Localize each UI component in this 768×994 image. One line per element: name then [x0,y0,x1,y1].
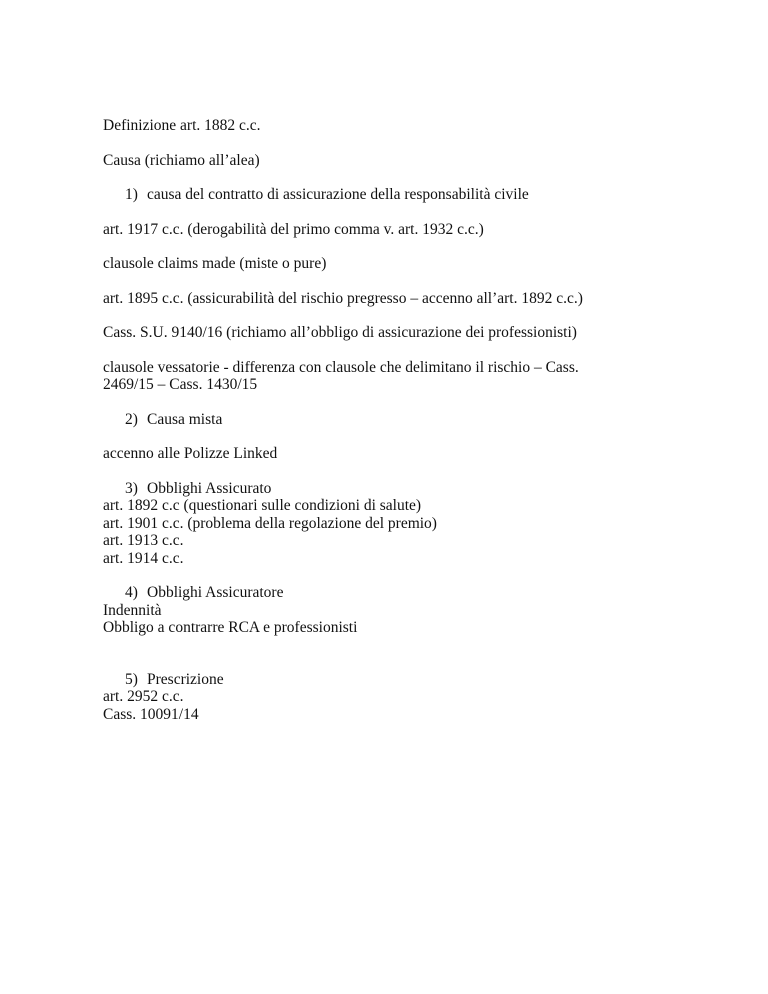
list-number: 3) [125,479,138,497]
list-item-1 [103,186,583,204]
paragraph-cass-su: Cass. S.U. 9140/16 (richiamo all’obbligo di assicurazione dei professionisti) [103,324,577,341]
list-number: 2) [125,410,138,428]
document-body [103,117,583,723]
line-art-1914: art. 1914 c.c. [103,549,184,567]
line-art-1913: art. 1913 c.c. [103,532,184,549]
section-obblighi-assicuratore [103,584,583,637]
list-item-text: Causa mista [147,410,223,428]
line-obbligo-contrarre: Obbligo a contrarre RCA e professionisti [103,619,358,636]
list-item-3 [103,480,583,498]
list-item-4 [103,584,583,602]
paragraph-art-1917: art. 1917 c.c. (derogabilità del primo comma v. art. 1932 c.c.) [103,220,484,238]
list-number: 5) [125,670,138,688]
paragraph-clausole-vessatorie: clausole vessatorie - differenza con clausole che delimitano il rischio – Cass. 2469/15 – Cass. 1430/15 [103,358,579,393]
list-item-5 [103,671,583,689]
list-item-2 [103,411,583,429]
line-art-1901: art. 1901 c.c. (problema della regolazione del premio) [103,514,437,532]
paragraph-claims-made: clausole claims made (miste o pure) [103,255,327,272]
section-prescrizione [103,671,583,724]
paragraph-causa: Causa (richiamo all’alea) [103,151,260,169]
paragraph-definition: Definizione art. 1882 c.c. [103,117,261,134]
section-obblighi-assicurato [103,480,583,568]
list-number: 1) [125,186,138,203]
list-item-text: Obblighi Assicuratore [147,584,284,601]
blank-line [103,654,583,671]
paragraph-art-1895: art. 1895 c.c. (assicurabilità del rischio pregresso – accenno all’art. 1892 c.c.) [103,289,583,307]
list-item-text: Obblighi Assicurato [147,479,272,497]
paragraph-polizze-linked: accenno alle Polizze Linked [103,445,278,462]
line-art-1892: art. 1892 c.c (questionari sulle condizioni di salute) [103,497,422,514]
list-item-text: causa del contratto di assicurazione della responsabilità civile [147,186,529,203]
list-number: 4) [125,584,138,601]
line-art-2952: art. 2952 c.c. [103,688,184,705]
list-item-text: Prescrizione [147,670,224,688]
line-indennita: Indennità [103,601,162,619]
line-cass-10091: Cass. 10091/14 [103,705,199,723]
